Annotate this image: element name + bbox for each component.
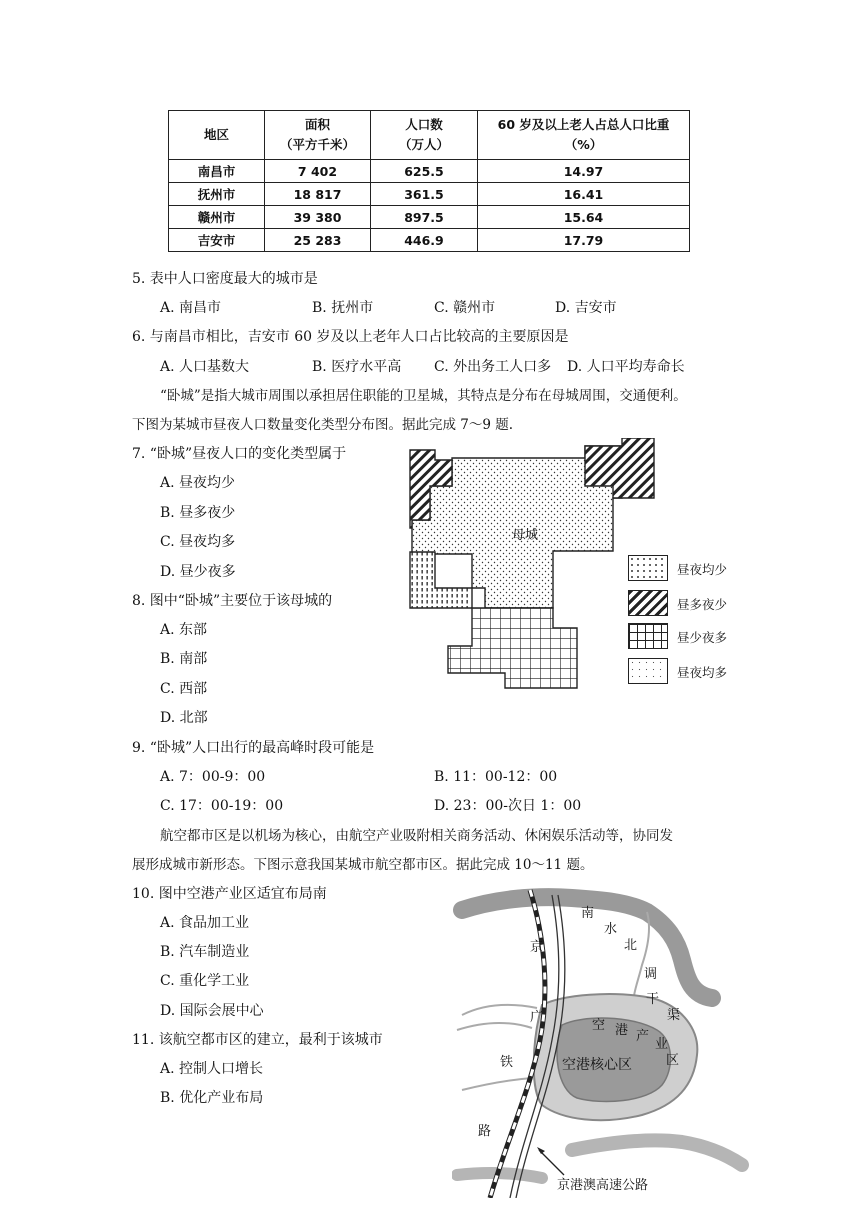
question-5-option-b: B. 抚州市 (312, 300, 374, 316)
question-9-option-d: D. 23：00-次日 1：00 (434, 798, 582, 814)
sw-dashed-region (410, 552, 472, 608)
question-11-option-a: A. 控制人口增长 (160, 1061, 264, 1077)
canal-label-1: 南 (581, 906, 595, 921)
header-population: 人口数 （万人） (371, 111, 478, 160)
question-10-option-d: D. 国际会展中心 (160, 1003, 264, 1019)
railway-label-2: 广 (530, 1010, 544, 1025)
highway-pointer-head (537, 1147, 545, 1154)
table-cell: 南昌市 (169, 160, 265, 183)
industry-label-1: 空 (592, 1018, 606, 1033)
question-7-stem: 7. “卧城”昼夜人口的变化类型属于 (132, 446, 347, 462)
west-road-2 (457, 1023, 532, 1030)
legend-label: 昼少夜多 (677, 630, 728, 645)
canal-label-3: 北 (624, 938, 638, 953)
question-8-option-a: A. 东部 (160, 622, 208, 638)
railway-label-3: 铁 (500, 1055, 514, 1070)
question-6-option-d: D. 人口平均寿命长 (567, 359, 685, 375)
table-cell: 16.41 (478, 183, 690, 206)
industry-label-3: 产 (636, 1029, 650, 1044)
legend-label: 昼夜均多 (677, 665, 728, 680)
intro-2-line-2: 展形成城市新形态。下图示意我国某城市航空都市区。据此完成 10～11 题。 (132, 857, 594, 873)
question-7-option-c: C. 昼夜均多 (160, 534, 236, 550)
question-9-option-b: B. 11：00-12：00 (434, 769, 558, 785)
question-5-option-a: A. 南昌市 (160, 300, 222, 316)
canal-label-5: 干 (646, 992, 660, 1007)
table-row (169, 206, 690, 229)
table-cell: 39 380 (265, 206, 371, 229)
west-road (462, 1005, 537, 1015)
table-cell: 15.64 (478, 206, 690, 229)
question-8-option-c: C. 西部 (160, 681, 208, 697)
table-cell: 14.97 (478, 160, 690, 183)
question-7-option-a: A. 昼夜均少 (160, 475, 236, 491)
table-row (169, 229, 690, 252)
header-area: 面积 （平方千米） (265, 111, 371, 160)
legend-sparse-dot-swatch (628, 658, 668, 684)
table-cell: 625.5 (371, 160, 478, 183)
header-region: 地区 (169, 111, 265, 160)
south-grid-region (448, 608, 577, 688)
canal-label-2: 水 (604, 922, 618, 937)
header-elderly-ratio: 60 岁及以上老人占总人口比重 （%） (478, 111, 690, 160)
question-11-option-b: B. 优化产业布局 (160, 1090, 264, 1106)
question-7-option-b: B. 昼多夜少 (160, 505, 236, 521)
table-cell: 抚州市 (169, 183, 265, 206)
south-water-band (572, 1140, 742, 1165)
table-header-row (169, 111, 690, 160)
industry-label-4: 业 (655, 1037, 669, 1052)
question-10-option-c: C. 重化学工业 (160, 973, 250, 989)
table-cell: 赣州市 (169, 206, 265, 229)
table-cell: 897.5 (371, 206, 478, 229)
population-table (168, 110, 690, 252)
canal-label-4: 调 (644, 967, 658, 982)
legend-dotted-swatch (628, 555, 668, 581)
question-10-option-b: B. 汽车制造业 (160, 944, 250, 960)
highway-label: 京港澳高速公路 (557, 1178, 649, 1193)
question-10-option-a: A. 食品加工业 (160, 915, 250, 931)
west-road-3 (462, 1078, 532, 1090)
question-8-option-d: D. 北部 (160, 710, 208, 726)
question-5-option-c: C. 赣州市 (434, 300, 496, 316)
legend-label: 昼多夜少 (677, 597, 728, 612)
table-cell: 7 402 (265, 160, 371, 183)
core-zone-label: 空港核心区 (562, 1057, 632, 1073)
intro-1-line-2: 下图为某城市昼夜人口数量变化类型分布图。据此完成 7～9 题. (132, 417, 514, 433)
question-5-option-d: D. 吉安市 (555, 300, 617, 316)
canal-label-6: 渠 (667, 1008, 681, 1023)
industry-label-2: 港 (615, 1023, 629, 1038)
highway-pointer (539, 1150, 564, 1175)
question-9-stem: 9. “卧城”人口出行的最高峰时段可能是 (132, 740, 375, 756)
question-5-stem: 5. 表中人口密度最大的城市是 (132, 271, 318, 287)
intro-1-line-1: “卧城”是指大城市周围以承担居住职能的卫星城，其特点是分布在母城周围，交通便利。 (160, 388, 687, 404)
question-9-option-c: C. 17：00-19：00 (160, 798, 284, 814)
table-cell: 361.5 (371, 183, 478, 206)
table-cell: 25 283 (265, 229, 371, 252)
legend-hatched-swatch (628, 590, 668, 616)
question-9-option-a: A. 7：00-9：00 (160, 769, 266, 785)
table-cell: 18 817 (265, 183, 371, 206)
table-cell: 17.79 (478, 229, 690, 252)
table-cell: 吉安市 (169, 229, 265, 252)
question-8-stem: 8. 图中“卧城”主要位于该母城的 (132, 593, 333, 609)
question-11-stem: 11. 该航空都市区的建立，最利于该城市 (132, 1032, 383, 1048)
question-6-option-a: A. 人口基数大 (160, 359, 250, 375)
railway-label-1: 京 (530, 940, 544, 955)
legend-label: 昼夜均少 (677, 562, 728, 577)
question-6-option-b: B. 医疗水平高 (312, 359, 402, 375)
question-10-stem: 10. 图中空港产业区适宜布局南 (132, 886, 327, 902)
question-6-stem: 6. 与南昌市相比，吉安市 60 岁及以上老年人口占比较高的主要原因是 (132, 329, 569, 345)
legend-grid-swatch (628, 623, 668, 649)
question-6-option-c: C. 外出务工人口多 (434, 359, 552, 375)
industry-label-5: 区 (666, 1053, 680, 1068)
mother-city-label: 母城 (512, 528, 539, 543)
table-row (169, 160, 690, 183)
table-row (169, 183, 690, 206)
question-8-option-b: B. 南部 (160, 651, 208, 667)
airport-area-map (452, 880, 752, 1198)
intro-2-line-1: 航空都市区是以机场为核心，由航空产业吸附相关商务活动、休闲娱乐活动等，协同发 (160, 828, 673, 844)
question-7-option-d: D. 昼少夜多 (160, 564, 236, 580)
railway-label-4: 路 (478, 1124, 492, 1139)
table-cell: 446.9 (371, 229, 478, 252)
